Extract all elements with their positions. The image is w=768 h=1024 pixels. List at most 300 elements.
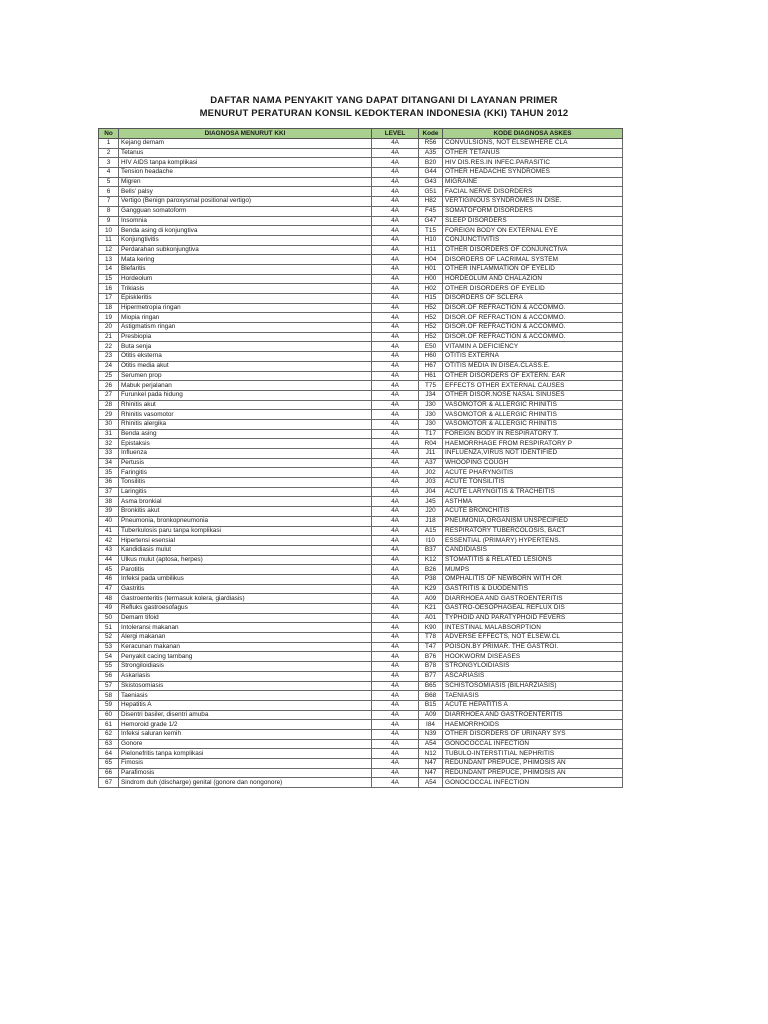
table-row <box>99 652 623 662</box>
cell-diagnosa: Migren <box>119 177 372 187</box>
cell-no: 60 <box>99 710 119 720</box>
cell-no: 6 <box>99 187 119 197</box>
cell-level: 4A <box>372 468 419 478</box>
cell-no: 34 <box>99 458 119 468</box>
table-row <box>99 332 623 342</box>
cell-askes: ACUTE BRONCHITIS <box>443 507 623 517</box>
table-row <box>99 449 623 459</box>
cell-diagnosa: Skistosomiasis <box>119 681 372 691</box>
cell-no: 51 <box>99 623 119 633</box>
table-row <box>99 681 623 691</box>
cell-level: 4A <box>372 419 419 429</box>
cell-no: 48 <box>99 594 119 604</box>
cell-askes: TUBULO-INTERSTITIAL NEPHRITIS <box>443 749 623 759</box>
cell-level: 4A <box>372 759 419 769</box>
header-level: LEVEL <box>372 129 419 139</box>
cell-level: 4A <box>372 323 419 333</box>
table-header-row <box>99 129 623 139</box>
cell-kode: B15 <box>419 700 443 710</box>
cell-level: 4A <box>372 749 419 759</box>
cell-diagnosa: Hipertensi esensial <box>119 536 372 546</box>
table-row <box>99 759 623 769</box>
cell-kode: H60 <box>419 352 443 362</box>
cell-level: 4A <box>372 197 419 207</box>
cell-kode: K29 <box>419 584 443 594</box>
cell-level: 4A <box>372 662 419 672</box>
table-row <box>99 468 623 478</box>
cell-level: 4A <box>372 497 419 507</box>
table-row <box>99 516 623 526</box>
cell-level: 4A <box>372 439 419 449</box>
cell-no: 59 <box>99 700 119 710</box>
cell-diagnosa: Otitis eksterna <box>119 352 372 362</box>
cell-askes: GONOCOCCAL INFECTION <box>443 778 623 788</box>
cell-diagnosa: Hepatitis A <box>119 700 372 710</box>
cell-diagnosa: Penyakit cacing tambang <box>119 652 372 662</box>
cell-no: 20 <box>99 323 119 333</box>
table-row <box>99 691 623 701</box>
cell-kode: N47 <box>419 768 443 778</box>
cell-kode: H00 <box>419 274 443 284</box>
cell-no: 11 <box>99 235 119 245</box>
cell-kode: B68 <box>419 691 443 701</box>
cell-no: 53 <box>99 642 119 652</box>
cell-diagnosa: Demam tifoid <box>119 613 372 623</box>
cell-diagnosa: Gastritis <box>119 584 372 594</box>
table-row <box>99 555 623 565</box>
cell-kode: B65 <box>419 681 443 691</box>
table-row <box>99 604 623 614</box>
cell-level: 4A <box>372 458 419 468</box>
cell-level: 4A <box>372 226 419 236</box>
cell-diagnosa: Parafimosis <box>119 768 372 778</box>
cell-no: 28 <box>99 400 119 410</box>
cell-kode: H67 <box>419 361 443 371</box>
cell-level: 4A <box>372 594 419 604</box>
cell-diagnosa: Rhinitis akut <box>119 400 372 410</box>
cell-no: 21 <box>99 332 119 342</box>
cell-kode: R56 <box>419 139 443 149</box>
cell-level: 4A <box>372 613 419 623</box>
cell-askes: REDUNDANT PREPUCE, PHIMOSIS AN <box>443 759 623 769</box>
cell-askes: CONVULSIONS, NOT ELSEWHERE CLA <box>443 139 623 149</box>
cell-kode: B77 <box>419 671 443 681</box>
table-row <box>99 381 623 391</box>
cell-level: 4A <box>372 294 419 304</box>
cell-askes: HAEMORRHAGE FROM RESPIRATORY P <box>443 439 623 449</box>
cell-kode: G47 <box>419 216 443 226</box>
cell-diagnosa: Ulkus mulut (aptosa, herpes) <box>119 555 372 565</box>
cell-diagnosa: Taeniasis <box>119 691 372 701</box>
cell-no: 35 <box>99 468 119 478</box>
table-row <box>99 323 623 333</box>
cell-diagnosa: Pertusis <box>119 458 372 468</box>
cell-kode: H02 <box>419 284 443 294</box>
table-row <box>99 720 623 730</box>
cell-diagnosa: Kejang demam <box>119 139 372 149</box>
cell-no: 52 <box>99 633 119 643</box>
cell-askes: ESSENTIAL (PRIMARY) HYPERTENS. <box>443 536 623 546</box>
cell-level: 4A <box>372 342 419 352</box>
cell-no: 3 <box>99 158 119 168</box>
cell-askes: SOMATOFORM DISORDERS <box>443 206 623 216</box>
cell-kode: A09 <box>419 594 443 604</box>
cell-askes: HIV DIS.RES.IN INFEC.PARASITIC <box>443 158 623 168</box>
cell-no: 38 <box>99 497 119 507</box>
cell-no: 12 <box>99 245 119 255</box>
table-row <box>99 768 623 778</box>
table-row <box>99 148 623 158</box>
table-row <box>99 342 623 352</box>
table-row <box>99 410 623 420</box>
cell-no: 41 <box>99 526 119 536</box>
cell-kode: N39 <box>419 729 443 739</box>
cell-level: 4A <box>372 245 419 255</box>
table-row <box>99 739 623 749</box>
disease-table <box>98 128 623 788</box>
cell-kode: T75 <box>419 381 443 391</box>
cell-no: 49 <box>99 604 119 614</box>
cell-level: 4A <box>372 235 419 245</box>
cell-diagnosa: Perdarahan subkonjungtiva <box>119 245 372 255</box>
cell-diagnosa: Parotitis <box>119 565 372 575</box>
table-row <box>99 216 623 226</box>
cell-no: 22 <box>99 342 119 352</box>
cell-diagnosa: Rhinitis alergika <box>119 419 372 429</box>
cell-askes: TYPHOID AND PARATYPHOID FEVERS <box>443 613 623 623</box>
cell-no: 42 <box>99 536 119 546</box>
table-row <box>99 710 623 720</box>
cell-no: 55 <box>99 662 119 672</box>
table-row <box>99 177 623 187</box>
cell-diagnosa: Alergi makanan <box>119 633 372 643</box>
cell-askes: GONOCOCCAL INFECTION <box>443 739 623 749</box>
cell-askes: OTHER DISORDERS OF CONJUNCTIVA <box>443 245 623 255</box>
cell-kode: B37 <box>419 545 443 555</box>
cell-no: 45 <box>99 565 119 575</box>
cell-level: 4A <box>372 177 419 187</box>
cell-diagnosa: Laringitis <box>119 487 372 497</box>
cell-kode: A01 <box>419 613 443 623</box>
cell-kode: B78 <box>419 662 443 672</box>
cell-level: 4A <box>372 729 419 739</box>
cell-askes: VERTIGINOUS SYNDROMES IN DISE. <box>443 197 623 207</box>
cell-kode: J45 <box>419 497 443 507</box>
title-line-2: MENURUT PERATURAN KONSIL KEDOKTERAN INDONESIA (KKI) TAHUN 2012 <box>199 108 569 119</box>
table-row <box>99 574 623 584</box>
cell-level: 4A <box>372 574 419 584</box>
cell-kode: I10 <box>419 536 443 546</box>
cell-no: 31 <box>99 429 119 439</box>
cell-kode: H82 <box>419 197 443 207</box>
cell-kode: A54 <box>419 739 443 749</box>
cell-askes: GASTRO-OESOPHAGEAL REFLUX DIS <box>443 604 623 614</box>
cell-askes: ACUTE TONSILITIS <box>443 478 623 488</box>
cell-no: 47 <box>99 584 119 594</box>
cell-diagnosa: Kandidiasis mulut <box>119 545 372 555</box>
cell-level: 4A <box>372 681 419 691</box>
cell-level: 4A <box>372 400 419 410</box>
table-row <box>99 662 623 672</box>
cell-kode: H52 <box>419 323 443 333</box>
cell-level: 4A <box>372 487 419 497</box>
cell-level: 4A <box>372 710 419 720</box>
cell-no: 56 <box>99 671 119 681</box>
document-title <box>0 94 768 120</box>
table-row <box>99 507 623 517</box>
cell-askes: DIARRHOEA AND GASTROENTERITIS <box>443 710 623 720</box>
cell-diagnosa: Furunkel pada hidung <box>119 390 372 400</box>
cell-level: 4A <box>372 778 419 788</box>
cell-level: 4A <box>372 700 419 710</box>
cell-diagnosa: Strongiloidiasis <box>119 662 372 672</box>
cell-no: 19 <box>99 313 119 323</box>
cell-level: 4A <box>372 158 419 168</box>
cell-diagnosa: Blefaritis <box>119 264 372 274</box>
cell-askes: OTITIS MEDIA IN DISEA.CLASS.E. <box>443 361 623 371</box>
table-row <box>99 642 623 652</box>
cell-level: 4A <box>372 584 419 594</box>
cell-askes: OTHER HEADACHE SYNDROMES <box>443 168 623 178</box>
cell-no: 33 <box>99 449 119 459</box>
cell-diagnosa: Hipermetropia ringan <box>119 303 372 313</box>
cell-kode: J11 <box>419 449 443 459</box>
cell-kode: H52 <box>419 313 443 323</box>
cell-kode: N47 <box>419 759 443 769</box>
cell-kode: N12 <box>419 749 443 759</box>
cell-askes: FOREIGN BODY IN RESPIRATORY T. <box>443 429 623 439</box>
cell-askes: PNEUMONIA,ORGANISM UNSPECIFIED <box>443 516 623 526</box>
cell-kode: K21 <box>419 604 443 614</box>
table-row <box>99 749 623 759</box>
cell-no: 5 <box>99 177 119 187</box>
cell-kode: G51 <box>419 187 443 197</box>
cell-diagnosa: Infeksi pada umbilikus <box>119 574 372 584</box>
cell-kode: K12 <box>419 555 443 565</box>
cell-level: 4A <box>372 274 419 284</box>
cell-askes: TAENIASIS <box>443 691 623 701</box>
table-row <box>99 458 623 468</box>
table-row <box>99 429 623 439</box>
cell-diagnosa: Gangguan somatoform <box>119 206 372 216</box>
cell-askes: DISORDERS OF LACRIMAL SYSTEM <box>443 255 623 265</box>
cell-level: 4A <box>372 633 419 643</box>
cell-kode: J30 <box>419 410 443 420</box>
cell-kode: H52 <box>419 303 443 313</box>
table-row <box>99 623 623 633</box>
cell-kode: I84 <box>419 720 443 730</box>
cell-askes: SCHISTOSOMIASIS (BILHARZIASIS) <box>443 681 623 691</box>
cell-no: 58 <box>99 691 119 701</box>
cell-kode: A09 <box>419 710 443 720</box>
table-row <box>99 197 623 207</box>
cell-no: 10 <box>99 226 119 236</box>
cell-no: 17 <box>99 294 119 304</box>
header-diagnosa: DIAGNOSA MENURUT KKI <box>119 129 372 139</box>
cell-level: 4A <box>372 720 419 730</box>
cell-diagnosa: Mata kering <box>119 255 372 265</box>
cell-no: 50 <box>99 613 119 623</box>
cell-diagnosa: Keracunan makanan <box>119 642 372 652</box>
cell-level: 4A <box>372 565 419 575</box>
cell-kode: H52 <box>419 332 443 342</box>
cell-diagnosa: Faringitis <box>119 468 372 478</box>
cell-askes: EFFECTS OTHER EXTERNAL CAUSES <box>443 381 623 391</box>
cell-diagnosa: Otitis media akut <box>119 361 372 371</box>
cell-askes: VITAMIN A DEFICIENCY <box>443 342 623 352</box>
cell-no: 25 <box>99 371 119 381</box>
table-row <box>99 158 623 168</box>
cell-diagnosa: Bells' palsy <box>119 187 372 197</box>
table-row <box>99 729 623 739</box>
cell-level: 4A <box>372 168 419 178</box>
cell-kode: J20 <box>419 507 443 517</box>
table-row <box>99 255 623 265</box>
cell-kode: J18 <box>419 516 443 526</box>
cell-no: 2 <box>99 148 119 158</box>
cell-kode: A54 <box>419 778 443 788</box>
cell-kode: H01 <box>419 264 443 274</box>
cell-diagnosa: Refluks gastroesofagus <box>119 604 372 614</box>
cell-no: 40 <box>99 516 119 526</box>
cell-kode: G44 <box>419 168 443 178</box>
cell-diagnosa: HIV AIDS tanpa komplikasi <box>119 158 372 168</box>
cell-no: 36 <box>99 478 119 488</box>
cell-no: 43 <box>99 545 119 555</box>
table-row <box>99 313 623 323</box>
cell-askes: HORDEOLUM AND CHALAZION <box>443 274 623 284</box>
cell-askes: WHOOPING COUGH <box>443 458 623 468</box>
cell-kode: T15 <box>419 226 443 236</box>
cell-no: 62 <box>99 729 119 739</box>
cell-kode: A37 <box>419 458 443 468</box>
cell-kode: F45 <box>419 206 443 216</box>
cell-level: 4A <box>372 671 419 681</box>
cell-diagnosa: Sindrom duh (discharge) genital (gonore dan nongonore) <box>119 778 372 788</box>
cell-askes: OTHER DISORDERS OF EXTERN. EAR <box>443 371 623 381</box>
cell-diagnosa: Hemoroid grade 1/2 <box>119 720 372 730</box>
cell-level: 4A <box>372 206 419 216</box>
cell-diagnosa: Tension headache <box>119 168 372 178</box>
cell-askes: CONJUNCTIVITIS <box>443 235 623 245</box>
cell-level: 4A <box>372 768 419 778</box>
cell-no: 57 <box>99 681 119 691</box>
cell-askes: OTHER DISOR.NOSE NASAL SINUSES <box>443 390 623 400</box>
cell-askes: DIARRHOEA AND GASTROENTERITIS <box>443 594 623 604</box>
cell-no: 26 <box>99 381 119 391</box>
cell-askes: VASOMOTOR & ALLERGIC RHINITIS <box>443 400 623 410</box>
table-row <box>99 274 623 284</box>
cell-no: 67 <box>99 778 119 788</box>
cell-diagnosa: Tetanus <box>119 148 372 158</box>
cell-askes: ACUTE HEPATITIS A <box>443 700 623 710</box>
cell-level: 4A <box>372 691 419 701</box>
cell-diagnosa: Pneumonia, bronkopneumonia <box>119 516 372 526</box>
table-row <box>99 187 623 197</box>
cell-kode: B76 <box>419 652 443 662</box>
cell-kode: J30 <box>419 419 443 429</box>
table-row <box>99 284 623 294</box>
cell-no: 29 <box>99 410 119 420</box>
cell-level: 4A <box>372 361 419 371</box>
cell-no: 61 <box>99 720 119 730</box>
cell-askes: ACUTE PHARYNGITIS <box>443 468 623 478</box>
cell-level: 4A <box>372 332 419 342</box>
cell-diagnosa: Mabuk perjalanan <box>119 381 372 391</box>
table-row <box>99 139 623 149</box>
cell-kode: H11 <box>419 245 443 255</box>
cell-no: 64 <box>99 749 119 759</box>
cell-no: 27 <box>99 390 119 400</box>
cell-askes: MUMPS <box>443 565 623 575</box>
cell-level: 4A <box>372 555 419 565</box>
cell-level: 4A <box>372 303 419 313</box>
header-kode: Kode <box>419 129 443 139</box>
table-row <box>99 545 623 555</box>
cell-no: 44 <box>99 555 119 565</box>
table-row <box>99 303 623 313</box>
table-row <box>99 206 623 216</box>
cell-no: 8 <box>99 206 119 216</box>
cell-diagnosa: Buta senja <box>119 342 372 352</box>
cell-kode: G43 <box>419 177 443 187</box>
cell-diagnosa: Intoleransi makanan <box>119 623 372 633</box>
cell-diagnosa: Insomnia <box>119 216 372 226</box>
cell-askes: CANDIDIASIS <box>443 545 623 555</box>
cell-diagnosa: Influenza <box>119 449 372 459</box>
cell-askes: VASOMOTOR & ALLERGIC RHINITIS <box>443 419 623 429</box>
cell-askes: STOMATITIS & RELATED LESIONS <box>443 555 623 565</box>
cell-kode: J34 <box>419 390 443 400</box>
cell-askes: DISOR.OF REFRACTION & ACCOMMO. <box>443 303 623 313</box>
cell-askes: GASTRITIS & DUODENITIS <box>443 584 623 594</box>
cell-askes: INFLUENZA,VIRUS NOT IDENTIFIED <box>443 449 623 459</box>
cell-askes: DISOR.OF REFRACTION & ACCOMMO. <box>443 323 623 333</box>
cell-askes: FOREIGN BODY ON EXTERNAL EYE <box>443 226 623 236</box>
table-row <box>99 264 623 274</box>
cell-no: 30 <box>99 419 119 429</box>
cell-kode: J30 <box>419 400 443 410</box>
cell-askes: ASTHMA <box>443 497 623 507</box>
cell-level: 4A <box>372 410 419 420</box>
cell-kode: P38 <box>419 574 443 584</box>
cell-askes: STRONGYLOIDIASIS <box>443 662 623 672</box>
cell-diagnosa: Konjungtivitis <box>119 235 372 245</box>
cell-level: 4A <box>372 139 419 149</box>
cell-askes: POISON.BY PRIMAR. THE GASTROI. <box>443 642 623 652</box>
cell-askes: RESPIRATORY TUBERCOLOSIS, BACT <box>443 526 623 536</box>
cell-kode: A35 <box>419 148 443 158</box>
table-row <box>99 536 623 546</box>
cell-diagnosa: Episkleritis <box>119 294 372 304</box>
table-row <box>99 361 623 371</box>
cell-kode: T47 <box>419 642 443 652</box>
cell-level: 4A <box>372 604 419 614</box>
cell-diagnosa: Asma bronkial <box>119 497 372 507</box>
cell-no: 23 <box>99 352 119 362</box>
table-row <box>99 584 623 594</box>
table-row <box>99 478 623 488</box>
cell-kode: B26 <box>419 565 443 575</box>
cell-no: 16 <box>99 284 119 294</box>
table-row <box>99 633 623 643</box>
cell-diagnosa: Presbiopia <box>119 332 372 342</box>
cell-level: 4A <box>372 148 419 158</box>
table-row <box>99 352 623 362</box>
cell-askes: OTHER DISORDERS OF EYELID <box>443 284 623 294</box>
table-row <box>99 594 623 604</box>
cell-no: 66 <box>99 768 119 778</box>
